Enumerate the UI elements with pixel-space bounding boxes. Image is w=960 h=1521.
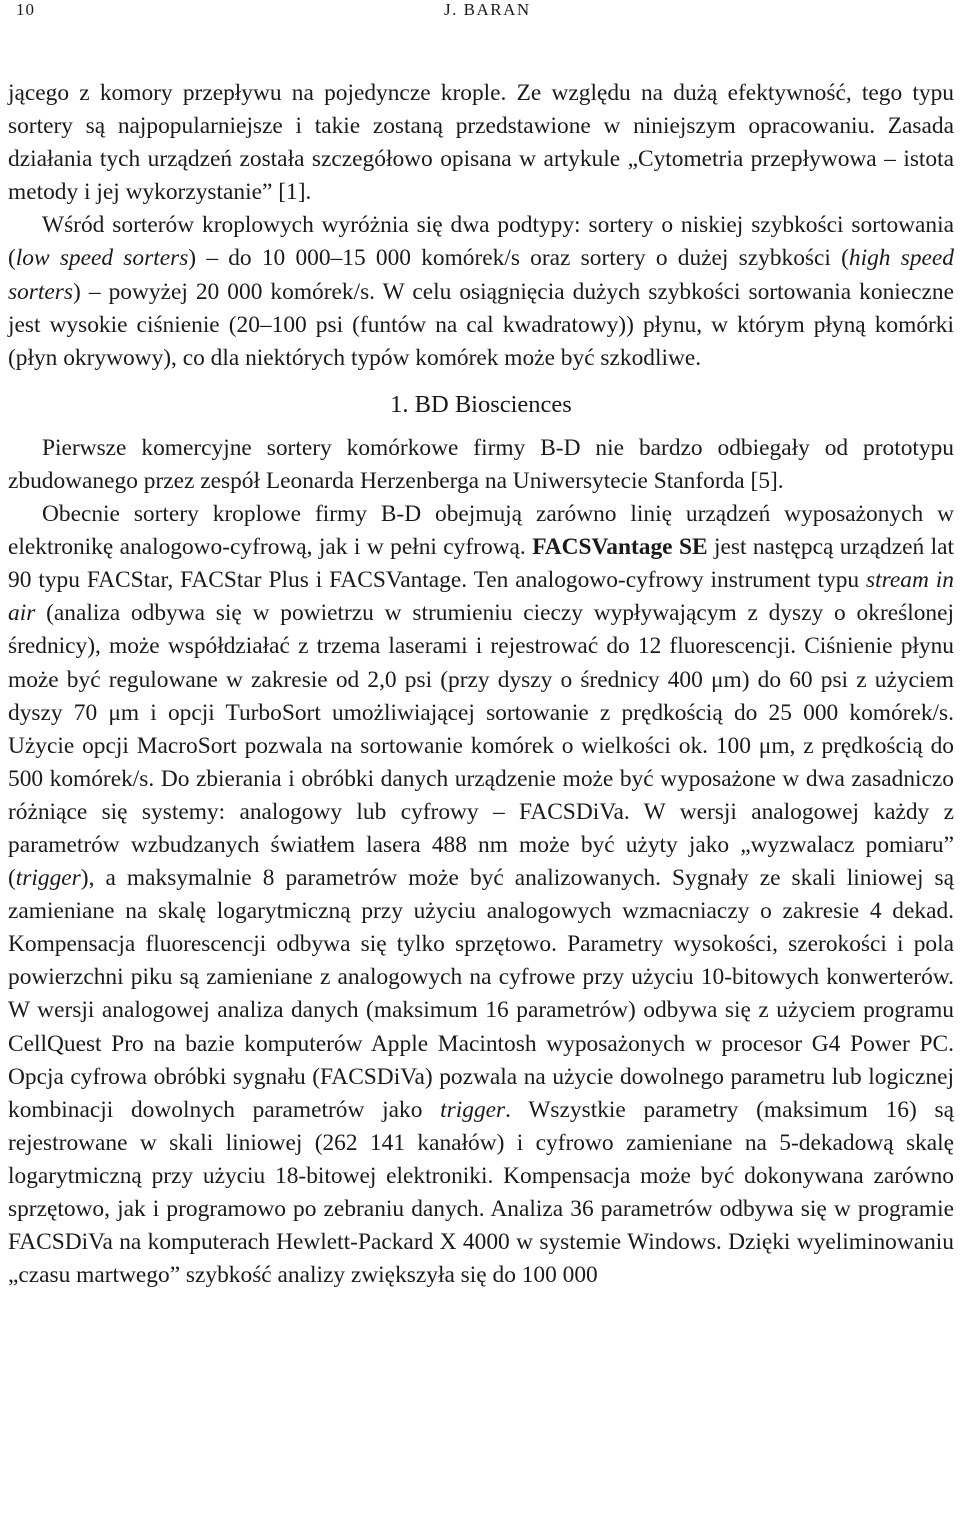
paragraph-bd-history: [8, 432, 954, 498]
bold-product-name: FACSVantage SE: [532, 534, 708, 561]
italic-term: low speed sorters: [15, 245, 189, 272]
italic-term: trigger: [15, 865, 81, 892]
text-run: ), a maksymalnie 8 parametrów może być analizowanych. Sygnały ze skali liniowej są zamieniane na skalę logarytmiczną przy użyciu analogowych wzmacniaczy o zakresie 4 dekad. Kompensacja fluorescencji odbywa się tylko sprzętowo. Parametry wysokości, szerokości i pola powierzchni piku są zamieniane z analogowych na cyfrowe przy użyciu 10-bitowych konwerterów. W wersji analogowej analiza danych (maksimum 16 parametrów) odbywa się z użyciem programu CellQuest Pro na bazie komputerów Apple Macintosh wyposażonych w procesor G4 Power PC. Opcja cyfrowa obróbki sygnału (FACSDiVa) pozwala na użycie dowolnego parametru lub logicznej kombinacji dowolnych parametrów jako: [8, 865, 954, 1123]
body-text: [8, 77, 954, 1292]
paragraph-text: jącego z komory przepływu na pojedyncze krople. Ze względu na dużą efektywność, tego typu sortery są najpopularniejsze i takie zostaną przedstawione w niniejszym opracowaniu. Zasada działania tych urządzeń została szczegółowo opisana w artykule „Cytometria przepływowa – istota metody i jej wykorzystanie” [1].: [8, 80, 954, 206]
section-heading: 1. BD Biosciences: [390, 390, 572, 418]
text-run: ) – do 10 000–15 000 komórek/s oraz sortery o dużej szybkości (: [188, 245, 849, 272]
running-title: J. BARAN: [444, 0, 531, 19]
italic-term: stream in air: [8, 567, 954, 627]
italic-term: high speed sorters: [8, 245, 954, 305]
text-run: ) – powyżej 20 000 komórek/s. W celu osiągnięcia dużych szybkości sortowania konieczne jest wysokie ciśnienie (20–100 psi (funtów na cal kwadratowy)) płynu, w którym płyną komórki (płyn okrywowy), co dla niektórych typów komórek może być szkodliwe.: [8, 278, 954, 371]
paragraph-facsvantage: [8, 498, 954, 1292]
italic-term: trigger: [440, 1096, 506, 1123]
running-header: [8, 0, 956, 24]
paragraph-text: Pierwsze komercyjne sortery komórkowe firmy B-D nie bardzo odbiegały od prototypu zbudowanego przez zespół Leonarda Herzenberga na Uniwersytecie Stanforda [5].: [8, 434, 954, 494]
text-run: jest następcą urządzeń lat 90 typu FACStar, FACStar Plus i FACSVantage. Ten analogowo-cyfrowy instrument typu: [8, 534, 954, 594]
paragraph-sorter-types: [8, 209, 954, 374]
text-run: Wśród sorterów kroplowych wyróżnia się dwa podtypy: sortery o niskiej szybkości sortowania (: [8, 212, 954, 272]
text-run: . Wszystkie parametry (maksimum 16) są rejestrowane w skali liniowej (262 141 kanałów) i cyfrowo zamieniane na 5-dekadową skalę logarytmiczną przy użyciu 18-bitowej elektroniki. Kompensacja może być dokonywana zarówno sprzętowo, jak i programowo po zebraniu danych. Analiza 36 parametrów odbywa się w programie FACSDiVa na komputerach Hewlett-Packard X 4000 w systemie Windows. Dzięki wyeliminowaniu „czasu martwego” szybkość analizy zwiększyła się do 100 000: [8, 1096, 954, 1289]
paragraph-continuation: [8, 77, 954, 209]
page-number: 10: [16, 0, 35, 19]
text-run: (analiza odbywa się w powietrzu w strumieniu cieczy wypływającym z dyszy o określonej średnicy), może współdziałać z trzema laserami i rejestrować do 12 fluorescencji. Ciśnienie płynu może być regulowane w zakresie od 2,0 psi (przy dyszy o średnicy 400 μm) do 60 psi z użyciem dyszy 70 μm i opcji TurboSort umożliwiającej sortowanie z prędkością do 25 000 komórek/s. Użycie opcji MacroSort pozwala na sortowanie komórek o wielkości ok. 100 μm, z prędkością do 500 komórek/s. Do zbierania i obróbki danych urządzenie może być wyposażone w dwa zasadniczo różniące się systemy: analogowy lub cyfrowy – FACSDiVa. W wersji analogowej każdy z parametrów wzbudzanych światłem lasera 488 nm może być użyty jako „wyzwalacz pomiaru” (: [8, 600, 954, 892]
text-run: Obecnie sortery kroplowe firmy B-D obejmują zarówno linię urządzeń wyposażonych w elektronikę analogowo-cyfrową, jak i w pełni cyfrową.: [8, 501, 954, 561]
